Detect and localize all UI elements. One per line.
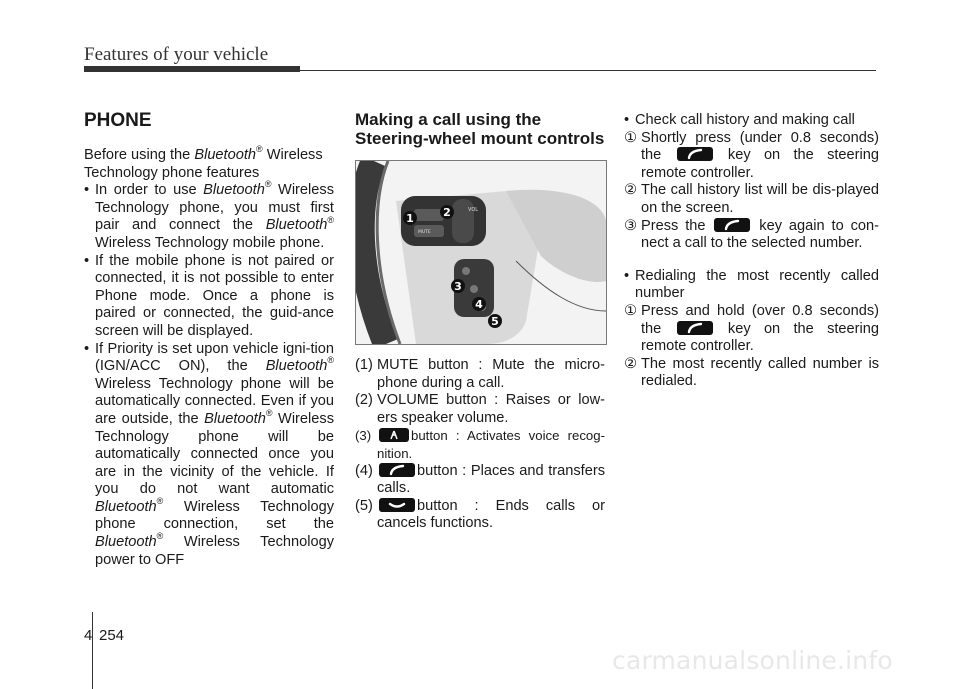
mute-label: MUTE (418, 230, 431, 235)
bullet-call-history: • Check call history and making call (624, 112, 879, 130)
bullet-not-paired: • If the mobile phone is not paired or connected, it is not possible to enter Phone mode. Once a phone is paired or connected, the guid-ance screen will be displayed. (84, 253, 334, 341)
header-title: Features of your vehicle (84, 44, 269, 65)
section-heading-making-call: Making a call using the Steering-wheel mount controls (355, 110, 605, 148)
call-key-icon (379, 463, 415, 477)
callout-2: 2 (443, 206, 451, 219)
bullet-priority: • If Priority is set upon vehicle igni-tion (IGN/ACC ON), the Bluetooth® Wireless Technology phone will be automatically connected. Even if you are outside, the Bluetooth® Wireless Technology phone will be automatically connected once you are in the vicinity of the vehicle. If you do not want automatic Bluetooth® Wireless Technology phone connection, set the Bluetooth® Wireless Technology power to OFF (84, 341, 334, 570)
callout-5: 5 (491, 315, 499, 328)
step-redialed: ② The most recently called number is redialed. (624, 355, 879, 390)
section-heading-phone: PHONE (84, 110, 152, 131)
intro-paragraph (84, 144, 334, 182)
list-item-mute: (1) MUTE button : Mute the micro-phone during a call. (355, 357, 605, 391)
page-number: 254 (99, 627, 125, 644)
callout-4: 4 (475, 298, 483, 311)
intro-text: Before using the (84, 147, 195, 163)
steering-wheel-illustration (356, 161, 606, 344)
step-press-hold: ① Press and hold (over 0.8 seconds) the key on the steering remote controller. (624, 302, 880, 355)
vol-label: VOL (468, 207, 479, 213)
end-call-key-icon (379, 498, 415, 512)
callout-3: 3 (454, 280, 462, 293)
voice-key-icon (379, 428, 409, 442)
step-press-again: ③ Press the key again to con-nect a call to the selected number. (624, 217, 879, 252)
footer-divider (92, 612, 93, 689)
list-item-voice: (3) button : Activates voice recog-nition. (355, 428, 605, 461)
column-phone (84, 110, 334, 569)
watermark: carmanualsonline.info (612, 646, 893, 675)
call-key-icon (677, 321, 713, 335)
list-item-call: (4) button : Places and transfers calls. (355, 462, 605, 497)
list-item-volume: (2) VOLUME button : Raises or low-ers speaker volume. (355, 392, 605, 426)
call-key-icon (714, 218, 750, 232)
column-call-history (624, 112, 879, 391)
list-item-end: (5) button : Ends calls or cancels functions. (355, 497, 605, 532)
bullet-pairing: • In order to use Bluetooth® Wireless Technology phone, you must first pair and connect the Bluetooth® Wireless Technology mobile phone. (84, 182, 334, 252)
bluetooth-text: Bluetooth (194, 147, 257, 163)
call-key-icon (677, 147, 713, 161)
step-short-press: ① Shortly press (under 0.8 seconds) the key on the steering remote controller. (624, 129, 880, 181)
callout-1: 1 (406, 212, 414, 225)
header-rule-thin (300, 70, 876, 71)
bullet-redial: • Redialing the most recently called number (624, 268, 879, 303)
intro-text-b: Wireless Technology phone features (84, 147, 323, 181)
column-steering-controls (355, 110, 605, 533)
header-rule (84, 66, 300, 72)
steering-wheel-figure (355, 160, 607, 345)
chapter-number: 4 (84, 627, 93, 644)
reg-mark: ® (256, 144, 263, 155)
step-history-list: ② The call history list will be dis-played on the screen. (624, 182, 879, 216)
